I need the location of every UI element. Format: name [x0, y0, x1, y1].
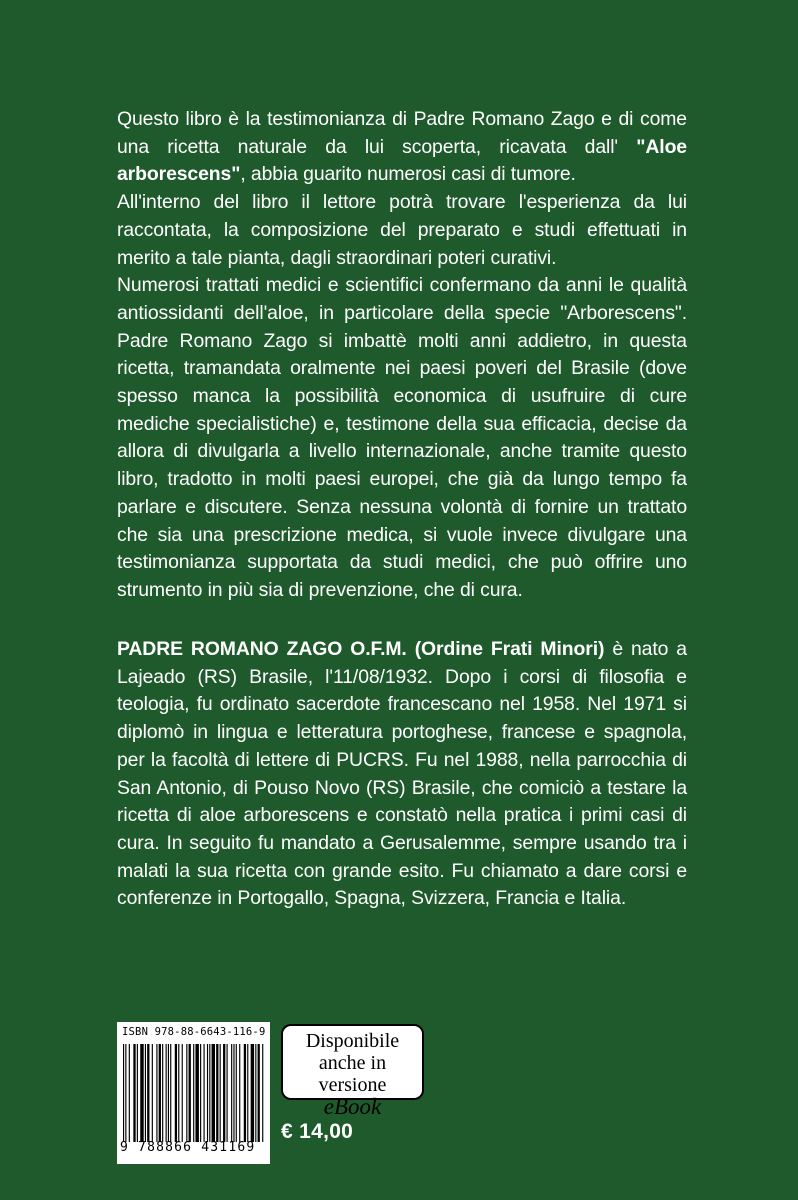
- author-bio-paragraph: [117, 636, 687, 913]
- author-name: PADRE ROMANO ZAGO O.F.M. (Ordine Frati Minori): [117, 638, 605, 660]
- ebook-badge-line-3: eBook: [323, 1094, 382, 1119]
- description-paragraph-2: All'interno del libro il lettore potrà trovare l'esperienza da lui raccontata, la composizione del preparato e studi effettuati in merito a tale pianta, dagli straordinari poteri curativi.: [117, 191, 687, 269]
- description-text: [117, 106, 687, 605]
- description-paragraph-1: [117, 106, 687, 189]
- price-label: € 14,00: [281, 1120, 354, 1143]
- ebook-badge-line-2: anche in versione: [318, 1052, 387, 1096]
- isbn-barcode: [117, 1022, 270, 1164]
- description-p1-end: , abbia guarito numerosi casi di tumore.: [240, 163, 576, 186]
- author-bio: [117, 636, 687, 913]
- isbn-number: ISBN 978-88-6643-116-9: [122, 1026, 266, 1038]
- description-p1-start: Questo libro è la testimonianza di Padre Romano Zago e di come una ricetta naturale da lui scoperta, ricavata dall': [117, 108, 687, 158]
- description-paragraph-3: Numerosi trattati medici e scientifici confermano da anni le qualità antiossidanti dell'aloe, in particolare della specie "Arborescens". Padre Romano Zago si imbattè molti anni addietro, in questa ricetta, tramandata oralmente nei paesi poveri del Brasile (dove spesso manca la possibilità economica di usufruire di cure mediche specialistiche) e, testimone della sua efficacia, decise da allora di divulgarla a livello internazionale, anche tramite questo libro, tradotto in molti paesi europei, che già da lungo tempo fa parlare e discutere. Senza nessuna volontà di fornire un trattato che sia una prescrizione medica, si vuole invece divulgare una testimonianza supportata da studi medici, che può offrire uno strumento in più sia di prevenzione, che di cura.: [117, 274, 687, 601]
- description-p1-highlight: "Aloe arborescens": [117, 135, 687, 186]
- author-bio-text: è nato a Lajeado (RS) Brasile, l'11/08/1932. Dopo i corsi di filosofia e teologia, fu ordinato sacerdote francescano nel 1958. Nel 1971 si diplomò in lingua e letteratura portoghese, francese e spagnola, per la facoltà di lettere di PUCRS. Fu nel 1988, nella parrocchia di San Antonio, di Pouso Novo (RS) Brasile, che comiciò a testare la ricetta di aloe arborescens e constatò nella pratica i primi casi di cura. In seguito fu mandato a Gerusalemme, sempre usando tra i malati la sua ricetta con grande esito. Fu chiamato a dare corsi e conferenze in Portogallo, Spagna, Svizzera, Francia e Italia.: [117, 638, 687, 910]
- ebook-badge-line-1: Disponibile: [305, 1030, 400, 1052]
- barcode-bars: [123, 1044, 264, 1142]
- ean-number: 9 788866 431169: [120, 1140, 256, 1155]
- ebook-availability-badge: [281, 1024, 424, 1119]
